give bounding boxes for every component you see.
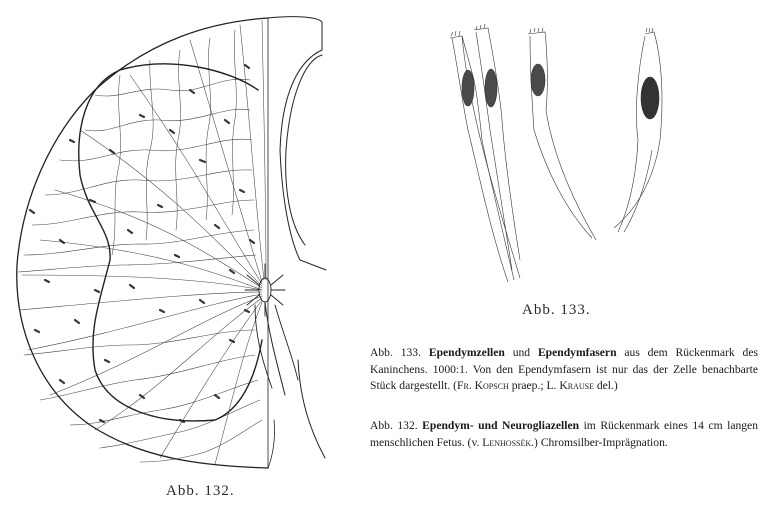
author-name: Lenhossék xyxy=(482,435,532,449)
caption-bold-term: Ependym- und Neurogliazellen xyxy=(422,419,580,432)
figure-132-label: Abb. 132. xyxy=(166,483,235,499)
author-name: Kopsch xyxy=(474,379,509,392)
figure-133-label: Abb. 133. xyxy=(522,302,591,318)
author-name: Krause xyxy=(559,379,594,392)
caption-bold-term: Ependymfasern xyxy=(537,346,617,359)
cord-outline xyxy=(17,18,268,468)
caption-bold-term: Ependymzellen xyxy=(428,346,505,359)
figure-133-caption: Abb. 133. Ependymzellen und Ependymfasern aus dem Rückenmark des Kaninchens. 1000:1. Von den Ependymfasern ist nur das der Zelle benachbarte Stück dargestellt. (Fr. Kopsch praep.; L. Krause del.) xyxy=(370,346,758,392)
figure-132-caption: Abb. 132. Ependym- und Neurogliazellen im Rückenmark eines 14 cm langen menschlichen Fetus. (v. Lenhossék.) Chromsilber-Imprägnation. xyxy=(370,419,758,449)
